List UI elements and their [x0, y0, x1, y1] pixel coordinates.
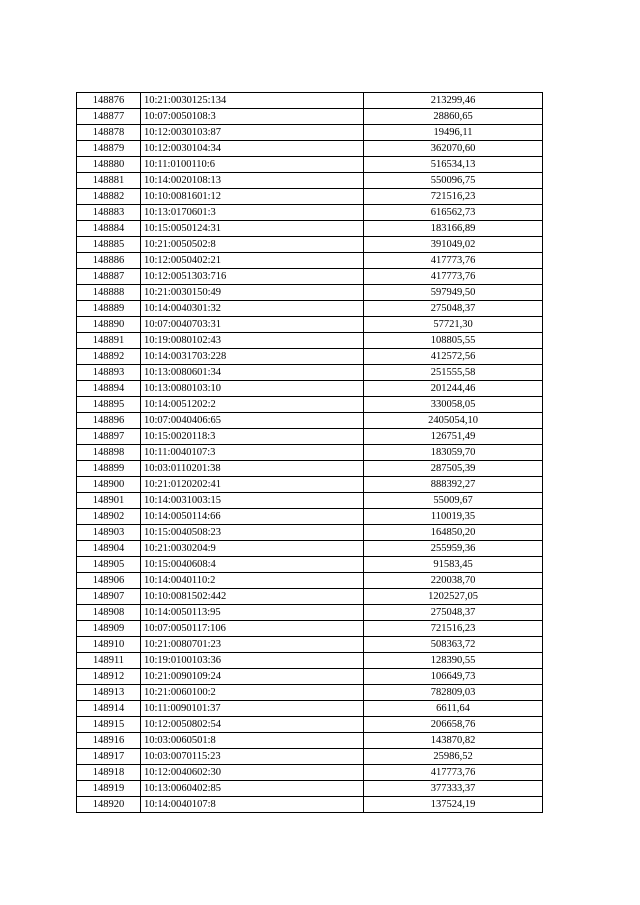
cadastral-number-cell: 10:13:0080103:10 [141, 381, 364, 397]
cadastral-number-cell: 10:07:0040703:31 [141, 317, 364, 333]
cadastral-number-cell: 10:15:0020118:3 [141, 429, 364, 445]
cadastral-number-cell: 10:21:0030150:49 [141, 285, 364, 301]
cadastral-number-cell: 10:07:0050117:106 [141, 621, 364, 637]
table-row [77, 429, 543, 445]
amount-cell: 888392,27 [364, 477, 543, 493]
table-row [77, 509, 543, 525]
row-id-cell: 148903 [77, 525, 141, 541]
amount-cell: 28860,65 [364, 109, 543, 125]
amount-cell: 721516,23 [364, 189, 543, 205]
row-id-cell: 148889 [77, 301, 141, 317]
row-id-cell: 148888 [77, 285, 141, 301]
row-id-cell: 148885 [77, 237, 141, 253]
cadastral-number-cell: 10:10:0081601:12 [141, 189, 364, 205]
cadastral-number-cell: 10:14:0040301:32 [141, 301, 364, 317]
row-id-cell: 148893 [77, 365, 141, 381]
row-id-cell: 148915 [77, 717, 141, 733]
row-id-cell: 148906 [77, 573, 141, 589]
amount-cell: 516534,13 [364, 157, 543, 173]
row-id-cell: 148904 [77, 541, 141, 557]
row-id-cell: 148884 [77, 221, 141, 237]
amount-cell: 782809,03 [364, 685, 543, 701]
cadastral-number-cell: 10:14:0051202:2 [141, 397, 364, 413]
cadastral-number-cell: 10:14:0031003:15 [141, 493, 364, 509]
amount-cell: 417773,76 [364, 253, 543, 269]
amount-cell: 55009,67 [364, 493, 543, 509]
table-row [77, 653, 543, 669]
table-row [77, 397, 543, 413]
table-row [77, 573, 543, 589]
amount-cell: 2405054,10 [364, 413, 543, 429]
row-id-cell: 148876 [77, 93, 141, 109]
cadastral-number-cell: 10:14:0050113:95 [141, 605, 364, 621]
cadastral-number-cell: 10:14:0050114:66 [141, 509, 364, 525]
cadastral-number-cell: 10:03:0070115:23 [141, 749, 364, 765]
cadastral-number-cell: 10:21:0060100:2 [141, 685, 364, 701]
row-id-cell: 148892 [77, 349, 141, 365]
table-row [77, 301, 543, 317]
row-id-cell: 148917 [77, 749, 141, 765]
row-id-cell: 148918 [77, 765, 141, 781]
table-row [77, 493, 543, 509]
amount-cell: 330058,05 [364, 397, 543, 413]
row-id-cell: 148898 [77, 445, 141, 461]
table-row [77, 525, 543, 541]
amount-cell: 616562,73 [364, 205, 543, 221]
amount-cell: 597949,50 [364, 285, 543, 301]
cadastral-number-cell: 10:12:0030103:87 [141, 125, 364, 141]
table-row [77, 461, 543, 477]
cadastral-number-cell: 10:19:0100103:36 [141, 653, 364, 669]
table-row [77, 221, 543, 237]
table-row [77, 669, 543, 685]
row-id-cell: 148905 [77, 557, 141, 573]
amount-cell: 183166,89 [364, 221, 543, 237]
cadastral-number-cell: 10:15:0040508:23 [141, 525, 364, 541]
table-row [77, 93, 543, 109]
table-row [77, 701, 543, 717]
cadastral-number-cell: 10:21:0090109:24 [141, 669, 364, 685]
data-table [76, 92, 543, 813]
amount-cell: 213299,46 [364, 93, 543, 109]
amount-cell: 508363,72 [364, 637, 543, 653]
cadastral-number-cell: 10:07:0050108:3 [141, 109, 364, 125]
amount-cell: 377333,37 [364, 781, 543, 797]
table-row [77, 317, 543, 333]
table-row [77, 413, 543, 429]
table-row [77, 173, 543, 189]
table-row [77, 541, 543, 557]
table-row [77, 189, 543, 205]
table-row [77, 109, 543, 125]
row-id-cell: 148908 [77, 605, 141, 621]
row-id-cell: 148891 [77, 333, 141, 349]
table-row [77, 589, 543, 605]
amount-cell: 91583,45 [364, 557, 543, 573]
cadastral-number-cell: 10:13:0080601:34 [141, 365, 364, 381]
amount-cell: 220038,70 [364, 573, 543, 589]
cadastral-number-cell: 10:21:0120202:41 [141, 477, 364, 493]
table-row [77, 349, 543, 365]
cadastral-number-cell: 10:12:0050402:21 [141, 253, 364, 269]
amount-cell: 721516,23 [364, 621, 543, 637]
row-id-cell: 148895 [77, 397, 141, 413]
amount-cell: 287505,39 [364, 461, 543, 477]
row-id-cell: 148920 [77, 797, 141, 813]
row-id-cell: 148880 [77, 157, 141, 173]
row-id-cell: 148887 [77, 269, 141, 285]
row-id-cell: 148914 [77, 701, 141, 717]
row-id-cell: 148881 [77, 173, 141, 189]
table-row [77, 253, 543, 269]
table-row [77, 381, 543, 397]
amount-cell: 137524,19 [364, 797, 543, 813]
cadastral-number-cell: 10:11:0100110:6 [141, 157, 364, 173]
table-row [77, 477, 543, 493]
cadastral-number-cell: 10:15:0050124:31 [141, 221, 364, 237]
cadastral-number-cell: 10:07:0040406:65 [141, 413, 364, 429]
table-body [77, 93, 543, 813]
amount-cell: 19496,11 [364, 125, 543, 141]
table-row [77, 365, 543, 381]
row-id-cell: 148916 [77, 733, 141, 749]
row-id-cell: 148886 [77, 253, 141, 269]
amount-cell: 251555,58 [364, 365, 543, 381]
cadastral-number-cell: 10:21:0030125:134 [141, 93, 364, 109]
table-row [77, 765, 543, 781]
table-row [77, 285, 543, 301]
table-row [77, 125, 543, 141]
table-row [77, 557, 543, 573]
amount-cell: 110019,35 [364, 509, 543, 525]
amount-cell: 391049,02 [364, 237, 543, 253]
table-row [77, 205, 543, 221]
row-id-cell: 148883 [77, 205, 141, 221]
row-id-cell: 148894 [77, 381, 141, 397]
row-id-cell: 148899 [77, 461, 141, 477]
cadastral-number-cell: 10:21:0080701:23 [141, 637, 364, 653]
cadastral-number-cell: 10:15:0040608:4 [141, 557, 364, 573]
row-id-cell: 148902 [77, 509, 141, 525]
cadastral-number-cell: 10:03:0110201:38 [141, 461, 364, 477]
table-row [77, 269, 543, 285]
amount-cell: 143870,82 [364, 733, 543, 749]
table-row [77, 157, 543, 173]
cadastral-number-cell: 10:12:0040602:30 [141, 765, 364, 781]
row-id-cell: 148901 [77, 493, 141, 509]
table-row [77, 445, 543, 461]
amount-cell: 275048,37 [364, 301, 543, 317]
cadastral-number-cell: 10:12:0030104:34 [141, 141, 364, 157]
row-id-cell: 148907 [77, 589, 141, 605]
amount-cell: 57721,30 [364, 317, 543, 333]
table-row [77, 733, 543, 749]
row-id-cell: 148900 [77, 477, 141, 493]
cadastral-number-cell: 10:14:0031703:228 [141, 349, 364, 365]
cadastral-number-cell: 10:21:0050502:8 [141, 237, 364, 253]
table-row [77, 605, 543, 621]
amount-cell: 255959,36 [364, 541, 543, 557]
table-row [77, 237, 543, 253]
table-row [77, 685, 543, 701]
row-id-cell: 148882 [77, 189, 141, 205]
amount-cell: 417773,76 [364, 269, 543, 285]
table-row [77, 781, 543, 797]
cadastral-number-cell: 10:21:0030204:9 [141, 541, 364, 557]
cadastral-number-cell: 10:03:0060501:8 [141, 733, 364, 749]
cadastral-number-cell: 10:10:0081502:442 [141, 589, 364, 605]
cadastral-number-cell: 10:11:0090101:37 [141, 701, 364, 717]
row-id-cell: 148879 [77, 141, 141, 157]
cadastral-number-cell: 10:12:0050802:54 [141, 717, 364, 733]
amount-cell: 417773,76 [364, 765, 543, 781]
cadastral-number-cell: 10:19:0080102:43 [141, 333, 364, 349]
amount-cell: 412572,56 [364, 349, 543, 365]
row-id-cell: 148890 [77, 317, 141, 333]
amount-cell: 108805,55 [364, 333, 543, 349]
row-id-cell: 148878 [77, 125, 141, 141]
row-id-cell: 148877 [77, 109, 141, 125]
amount-cell: 106649,73 [364, 669, 543, 685]
amount-cell: 128390,55 [364, 653, 543, 669]
table-row [77, 717, 543, 733]
amount-cell: 6611,64 [364, 701, 543, 717]
amount-cell: 201244,46 [364, 381, 543, 397]
table-row [77, 141, 543, 157]
row-id-cell: 148910 [77, 637, 141, 653]
row-id-cell: 148912 [77, 669, 141, 685]
amount-cell: 206658,76 [364, 717, 543, 733]
table-row [77, 637, 543, 653]
amount-cell: 275048,37 [364, 605, 543, 621]
cadastral-number-cell: 10:12:0051303:716 [141, 269, 364, 285]
table-row [77, 621, 543, 637]
cadastral-number-cell: 10:14:0020108:13 [141, 173, 364, 189]
cadastral-number-cell: 10:11:0040107:3 [141, 445, 364, 461]
cadastral-number-cell: 10:14:0040110:2 [141, 573, 364, 589]
row-id-cell: 148897 [77, 429, 141, 445]
row-id-cell: 148919 [77, 781, 141, 797]
amount-cell: 183059,70 [364, 445, 543, 461]
cadastral-number-cell: 10:13:0060402:85 [141, 781, 364, 797]
amount-cell: 550096,75 [364, 173, 543, 189]
table-row [77, 797, 543, 813]
table-row [77, 749, 543, 765]
row-id-cell: 148909 [77, 621, 141, 637]
amount-cell: 25986,52 [364, 749, 543, 765]
cadastral-number-cell: 10:13:0170601:3 [141, 205, 364, 221]
amount-cell: 362070,60 [364, 141, 543, 157]
cadastral-number-cell: 10:14:0040107:8 [141, 797, 364, 813]
row-id-cell: 148913 [77, 685, 141, 701]
row-id-cell: 148911 [77, 653, 141, 669]
row-id-cell: 148896 [77, 413, 141, 429]
amount-cell: 126751,49 [364, 429, 543, 445]
table-row [77, 333, 543, 349]
amount-cell: 1202527,05 [364, 589, 543, 605]
amount-cell: 164850,20 [364, 525, 543, 541]
